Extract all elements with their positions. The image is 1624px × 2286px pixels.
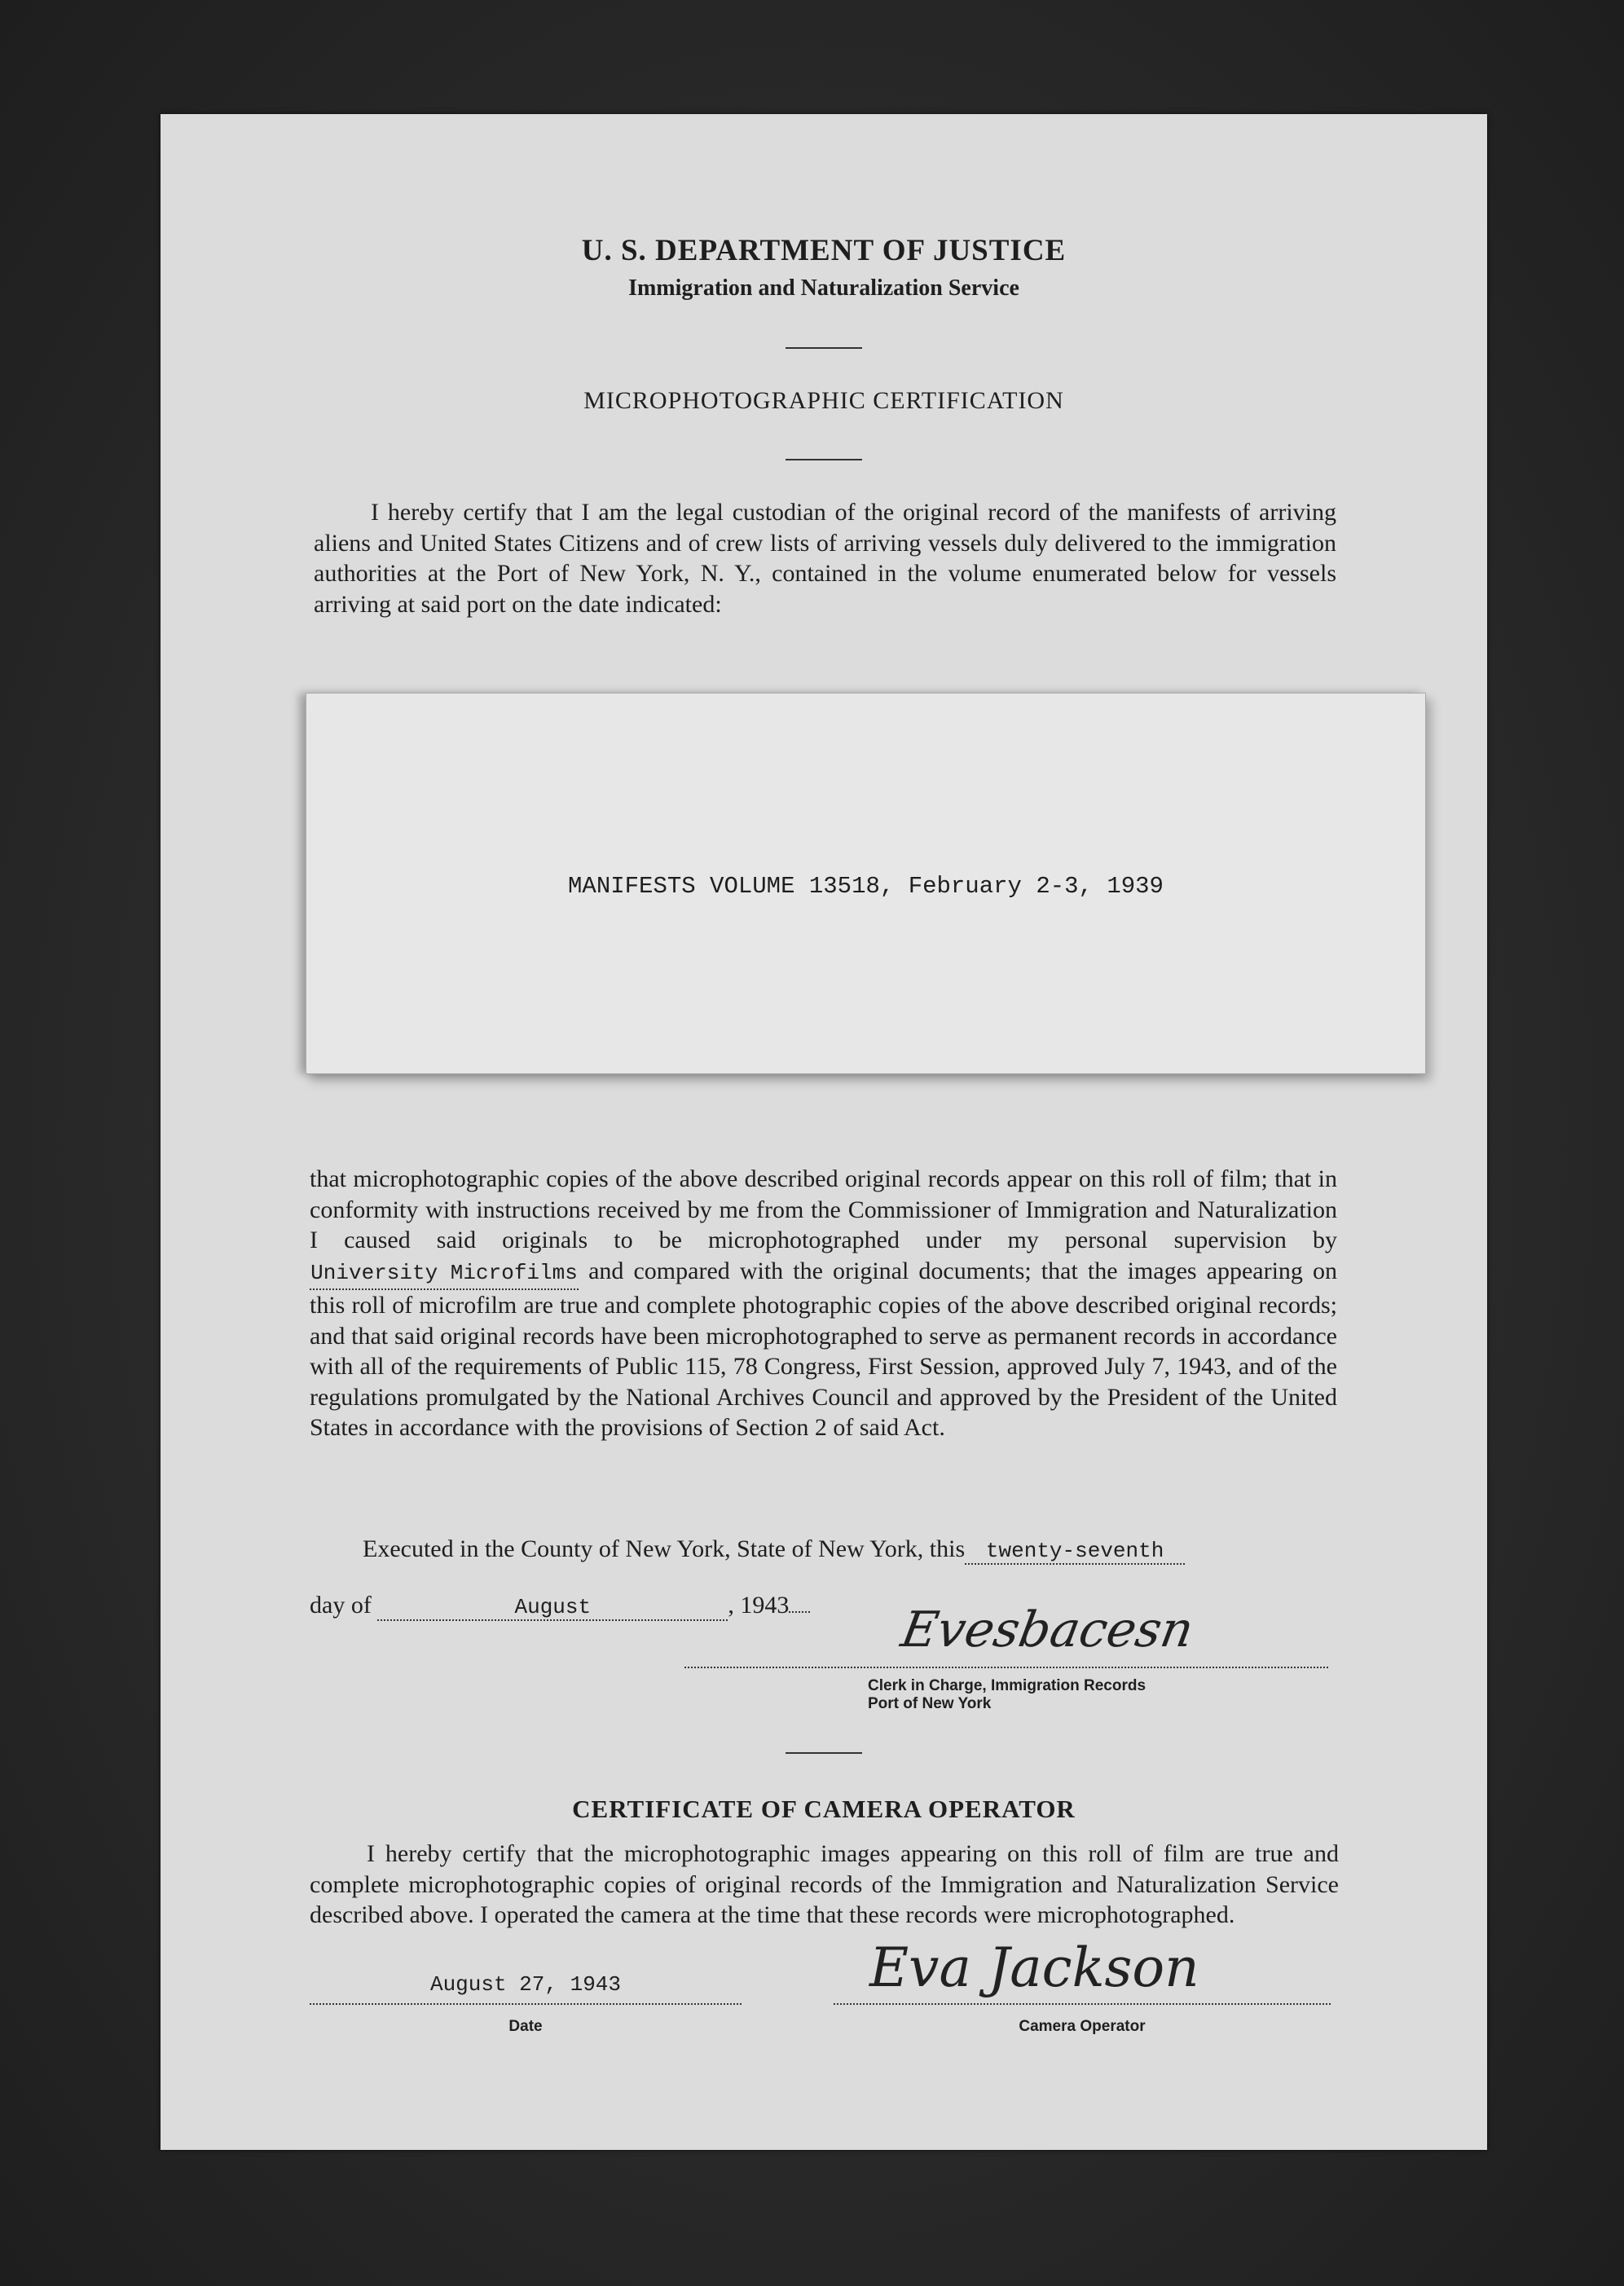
year-text: , 1943 (728, 1592, 790, 1619)
date-label: Date (508, 2018, 543, 2035)
execution-line (363, 1535, 1373, 1565)
camera-certificate-title: CERTIFICATE OF CAMERA OPERATOR (572, 1795, 1076, 1823)
divider (786, 459, 862, 460)
service-subheading: Immigration and Naturalization Service (628, 275, 1019, 301)
clerk-title-line1: Clerk in Charge, Immigration Records (868, 1677, 1146, 1694)
divider (786, 1752, 862, 1754)
date-line (310, 1592, 962, 1621)
intro-paragraph: I hereby certify that I am the legal custodian of the original record of the manifests of arriving aliens and United States Citizens and of crew lists of arriving vessels duly delivered to the immigration authorities at the Port of New York, N. Y., contained in the volume enumerated below for vessels arriving at said port on the date indicated: (314, 499, 1336, 618)
divider (786, 347, 862, 349)
execution-lead: Executed in the County of New York, State of New York, this (363, 1535, 966, 1562)
certification-title: MICROPHOTOGRAPHIC CERTIFICATION (583, 387, 1064, 414)
body-text-part1: that microphotographic copies of the above described original records appear on this roll of film; that in conformity with instructions received by me from the Commissioner of Immigration and Naturalization I caused said originals to be microphotographed under my personal supervision by (310, 1165, 1337, 1253)
volume-text: MANIFESTS VOLUME 13518, February 2-3, 1939 (568, 873, 1164, 900)
department-heading: U. S. DEPARTMENT OF JUSTICE (581, 234, 1067, 267)
operator-signature: Eva Jackson (869, 1936, 1199, 1999)
clerk-signature-line (684, 1667, 1328, 1668)
supervisor-field: University Microfilms (310, 1258, 579, 1291)
date-line-rule (310, 2003, 742, 2005)
operator-label: Camera Operator (1019, 2018, 1146, 2035)
clerk-title-line2: Port of New York (868, 1695, 992, 1712)
day-of-label: day of (310, 1592, 372, 1619)
camera-certificate-text: I hereby certify that the microphotographic images appearing on this roll of film are true and complete microphotographic copies of original records of the Immigration and Naturalization Service described above. I operated the camera at the time that these records were microphotographed. (310, 1840, 1339, 1928)
month-field: August (377, 1595, 728, 1621)
year-dots (789, 1611, 810, 1613)
certificate-date-value: August 27, 1943 (429, 1972, 622, 1997)
operator-line-rule (834, 2003, 1331, 2005)
body-paragraph (310, 1164, 1337, 1443)
volume-card (306, 693, 1426, 1074)
body-text-part2: and compared with the original documents; that the images appearing on this roll of microfilm are true and complete photographic copies of the above described original records; and that said original records have been microphotographed to serve as permanent records in accordance with all of the requirements of Public 115, 78 Congress, First Session, approved July 7, 1943, and of the regulations promulgated by the National Archives Council and approved by the President of the United States in accordance with the provisions of Section 2 of said Act. (310, 1257, 1338, 1441)
certificate-page (161, 114, 1487, 2150)
day-ordinal-field: twenty-seventh (965, 1539, 1185, 1565)
clerk-title (868, 1677, 1275, 1713)
clerk-signature: Evesbacesn (896, 1601, 1198, 1658)
